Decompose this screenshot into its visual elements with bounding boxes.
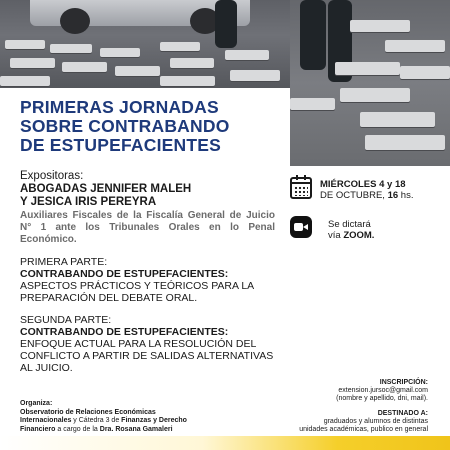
zoom-text	[328, 219, 374, 241]
speaker-names-line-2: Y JESICA IRIS PEREYRA	[20, 196, 157, 208]
organizer-line-1: Observatorio de Relaciones Económicas	[20, 408, 156, 416]
audience-line-1: graduados y alumnos de distintas	[323, 418, 428, 425]
organizer-heading: Organiza:	[20, 400, 53, 407]
bottom-accent-strip	[0, 436, 450, 450]
program-content	[20, 170, 275, 374]
header-photo-right	[290, 0, 450, 166]
zoom-line-1: Se dictará	[328, 219, 371, 230]
zoom-line-2: vía ZOOM.	[328, 230, 375, 241]
package	[160, 42, 200, 51]
package	[160, 76, 215, 86]
video-camera-icon	[290, 216, 312, 238]
audience-heading: DESTINADO A:	[377, 410, 428, 417]
package	[230, 70, 280, 81]
package	[400, 66, 450, 79]
package	[340, 88, 410, 102]
package	[0, 76, 50, 86]
part-two-title: CONTRABANDO DE ESTUPEFACIENTES:	[20, 326, 229, 338]
package	[360, 112, 435, 127]
zoom-info	[290, 216, 440, 241]
date-line-1: MIÉRCOLES 4 y 18	[320, 179, 406, 190]
part-two-label: SEGUNDA PARTE:	[20, 314, 112, 326]
main-title-line-1: PRIMERAS JORNADAS	[20, 97, 219, 117]
title-block	[0, 88, 290, 166]
person-leg	[215, 0, 237, 48]
registration-note: (nombre y apellido, dni, mail).	[336, 395, 428, 402]
part-one-label: PRIMERA PARTE:	[20, 256, 108, 268]
main-title-line-2: SOBRE CONTRABANDO	[20, 116, 230, 136]
event-info	[290, 177, 440, 241]
package	[100, 48, 140, 57]
main-title-line-3: DE ESTUPEFACIENTES	[20, 135, 221, 155]
package	[385, 40, 445, 52]
package	[365, 135, 445, 150]
package	[350, 20, 410, 32]
organizer-line-3: Financiero a cargo de la Dra. Rosana Gamaleri	[20, 425, 173, 433]
part-two-description: ENFOQUE ACTUAL PARA LA RESOLUCIÓN DEL CONFLICTO A PARTIR DE SALIDAS ALTERNATIVAS AL JUICIO.	[20, 338, 274, 374]
speaker-names-line-1: ABOGADAS JENNIFER MALEH	[20, 183, 192, 195]
registration-email[interactable]: extension.jursoc@gmail.com	[338, 387, 428, 394]
package	[10, 58, 55, 68]
package	[225, 50, 269, 60]
calendar-icon	[290, 177, 312, 199]
part-two	[20, 314, 275, 374]
package	[5, 40, 45, 49]
part-one-description: ASPECTOS PRÁCTICOS Y TEÓRICOS PARA LA PREPARACIÓN DEL DEBATE ORAL.	[20, 280, 254, 304]
package	[115, 66, 160, 76]
date-line-2: DE OCTUBRE, 16 hs.	[320, 190, 414, 201]
registration-heading: INSCRIPCIÓN:	[379, 379, 428, 386]
part-one	[20, 256, 275, 304]
person-leg	[300, 0, 326, 70]
date-text	[320, 179, 413, 201]
contact-info	[228, 379, 428, 434]
package	[335, 62, 400, 75]
organizer-line-2: Internacionales y Cátedra 3 de Finanzas y Derecho	[20, 417, 187, 424]
package	[290, 98, 335, 110]
part-one-title: CONTRABANDO DE ESTUPEFACIENTES:	[20, 268, 229, 280]
audience-line-2: unidades académicas, publico en general	[299, 426, 428, 433]
speakers-heading: Expositoras:	[20, 170, 84, 182]
package	[62, 62, 107, 72]
truck-wheel	[60, 8, 90, 34]
package	[50, 44, 92, 53]
date-info	[290, 177, 440, 201]
speakers-role: Auxiliares Fiscales de la Fiscalía General de Juicio N° 1 ante los Tribunales Orales en lo Penal Económico.	[20, 210, 275, 245]
package	[170, 58, 214, 68]
organizer-info	[20, 400, 240, 434]
